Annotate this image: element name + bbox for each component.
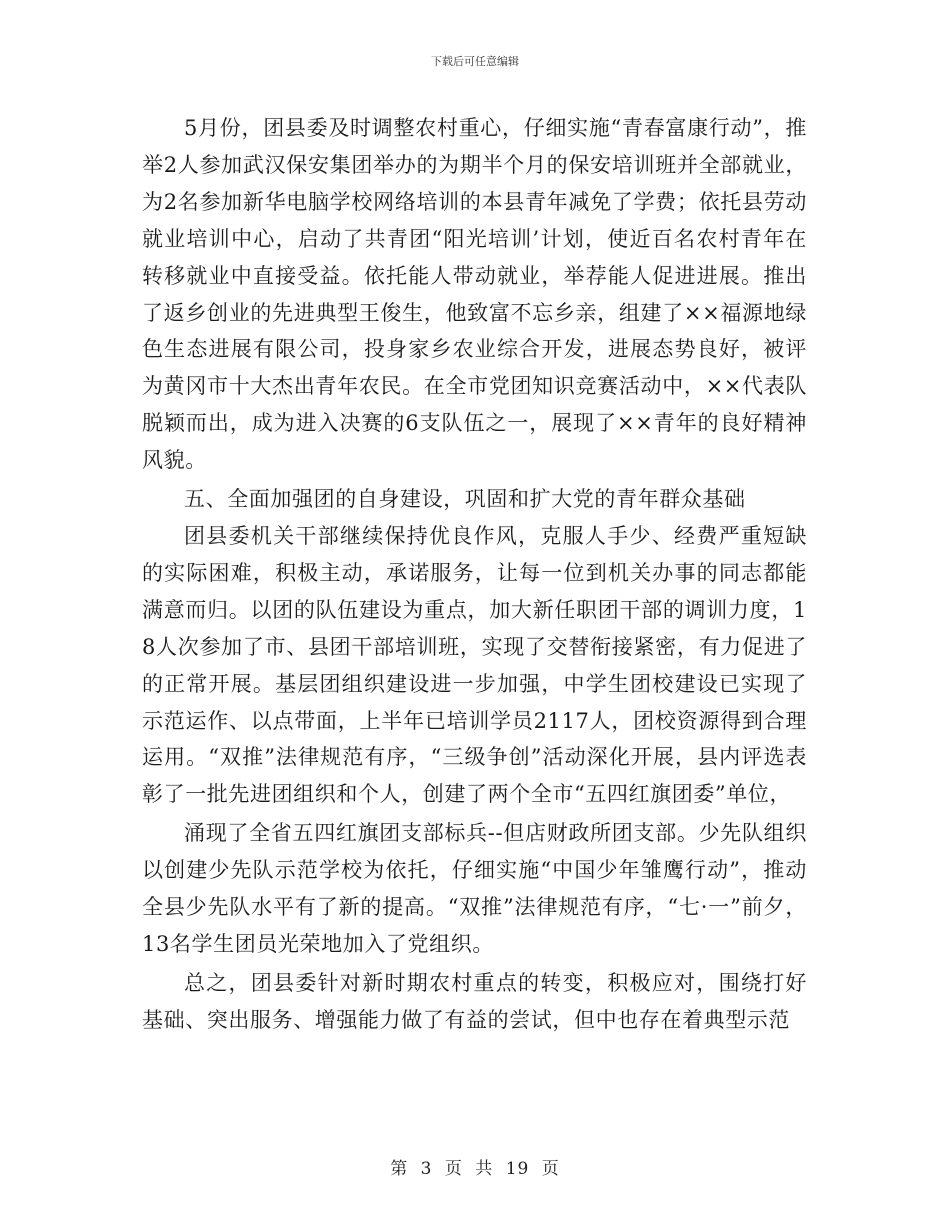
paragraph-employment: 5月份，团县委及时调整农村重心，仔细实施“青春富康行动”，推举2人参加武汉保安集团举办的为期半个月的保安培训班并全部就业，为2名参加新华电脑学校网络培训的本县青年减免了学费；依托县劳动就业培训中心，启动了共青团“阳光培训’计划，使近百名农村青年在转移就业中直接受益。依托能人带动就业，举荐能人促进进展。推出了返乡创业的先进典型王俊生，他致富不忘乡亲，组建了××福源地绿色生态进展有限公司，投身家乡农业综合开发，进展态势良好，被评为黄冈市十大杰出青年农民。在全市党团知识竞赛活动中，××代表队脱颖而出，成为进入决赛的6支队伍之一，展现了××青年的良好精神风貌。 (142, 116, 807, 473)
document-body (142, 110, 807, 1039)
paragraph-summary: 总之，团县委针对新时期农村重点的转变，积极应对，围绕打好基础、突出服务、增强能力做了有益的尝试，但中也存在着典型示范 (142, 970, 807, 1032)
page-total: 19 (505, 1159, 530, 1179)
page-header: 下载后可任意编辑 (431, 55, 519, 68)
section-heading-five: 五、全面加强团的自身建设，巩固和扩大党的青年群众基础 (184, 487, 746, 512)
paragraph-young-pioneers: 涌现了全省五四红旗团支部标兵--但店财政所团支部。少先队组织以创建少先队示范学校为依托，仔细实施“中国少年雏鹰行动”，推动全县少先队水平有了新的提高。“双推”法律规范有序，“七·一”前夕，13名学生团员光荣地加入了党组织。 (142, 821, 807, 956)
paragraph-self-building: 团县委机关干部继续保持优良作风，克服人手少、经费严重短缺的实际困难，积极主动，承诺服务，让每一位到机关办事的同志都能满意而归。以团的队伍建设为重点，加大新任职团干部的调训力度，18人次参加了市、县团干部培训班，实现了交替衔接紧密，有力促进了的正常开展。基层团组织建设进一步加强，中学生团校建设已实现了示范运作、以点带面，上半年已培训学员2117人，团校资源得到合理运用。“双推”法律规范有序，“三级争创”活动深化开展，县内评选表彰了一批先进团组织和个人，创建了两个全市“五四红旗团委”单位， (142, 523, 807, 807)
total-label: 共 (475, 1159, 494, 1179)
page-current: 3 (420, 1159, 433, 1179)
page-unit: 页 (444, 1159, 463, 1179)
page-label: 第 (390, 1159, 409, 1179)
total-unit: 页 (541, 1159, 560, 1179)
page-number-footer (0, 1154, 950, 1179)
